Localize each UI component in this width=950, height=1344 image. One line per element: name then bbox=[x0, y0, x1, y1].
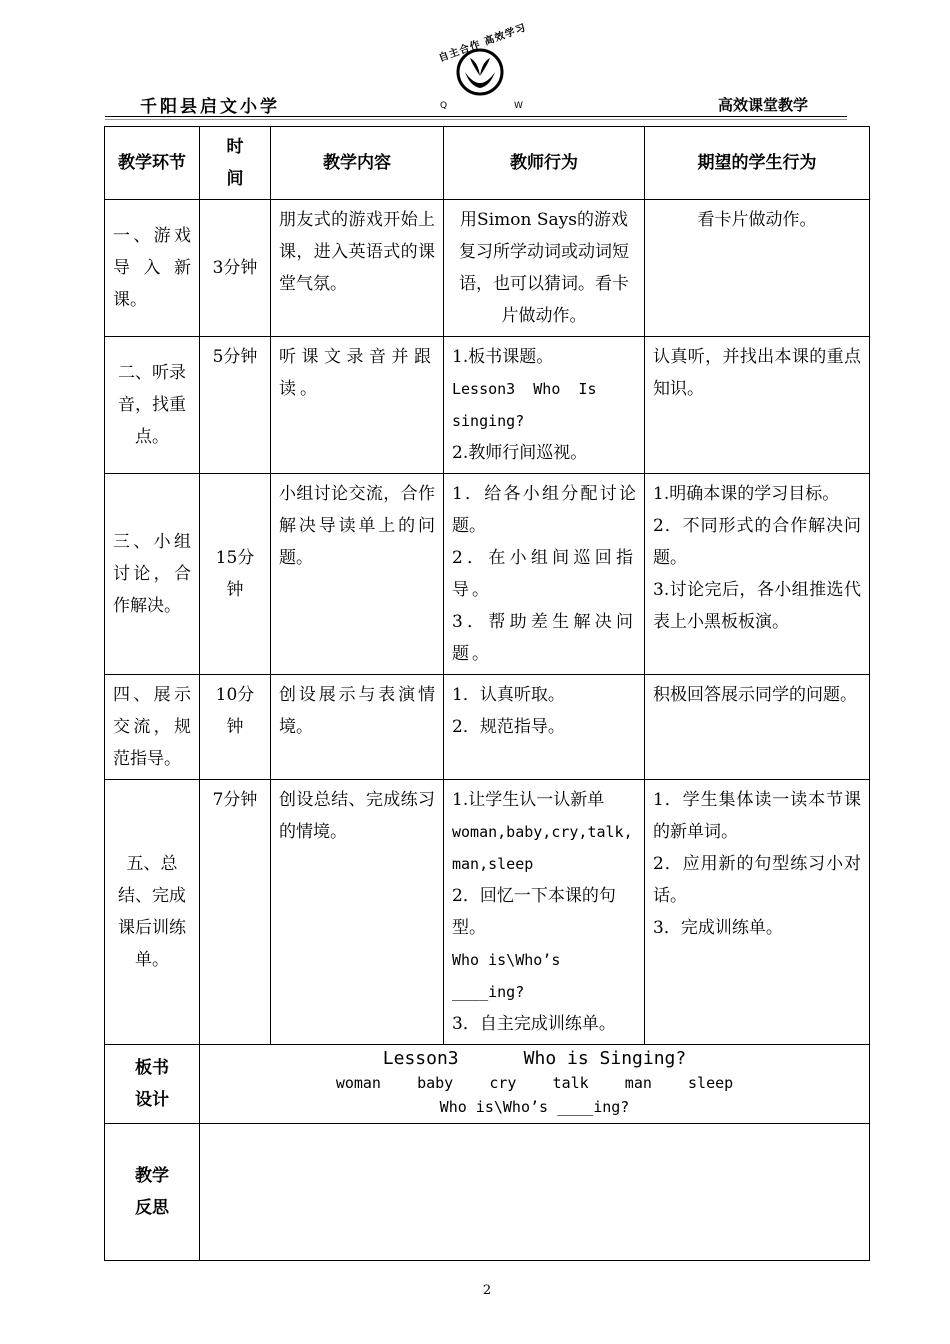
table-row bbox=[105, 337, 870, 474]
teacher-line: woman,baby,cry,talk,man,sleep bbox=[452, 823, 633, 873]
teacher-cell bbox=[444, 780, 645, 1045]
board-line-title: Lesson3 Who is Singing? bbox=[382, 1048, 687, 1069]
student-cell: 积极回答展示同学的问题。 bbox=[645, 675, 870, 780]
teacher-line: Who is\Who’s ____ing? bbox=[452, 951, 561, 1001]
stage-cell: 四、展示交流，规范指导。 bbox=[105, 675, 200, 780]
student-line: 3.讨论完后，各小组推选代表上小黑板板演。 bbox=[653, 580, 861, 632]
stage-cell: 三、小组讨论，合作解决。 bbox=[105, 474, 200, 675]
page-header bbox=[0, 0, 950, 125]
content-cell: 创设展示与表演情境。 bbox=[271, 675, 444, 780]
content-cell: 创设总结、完成练习的情境。 bbox=[271, 780, 444, 1045]
table-header-row bbox=[105, 127, 870, 200]
school-name: 千阳县启文小学 bbox=[140, 97, 280, 117]
student-line: 1．学生集体读一读本节课的新单词。 bbox=[653, 790, 861, 842]
page-number: 2 bbox=[482, 1283, 492, 1298]
time-cell: 5分钟 bbox=[200, 337, 271, 474]
teacher-line: 3．自主完成训练单。 bbox=[452, 1014, 616, 1034]
teacher-cell bbox=[444, 675, 645, 780]
header-student: 期望的学生行为 bbox=[645, 127, 870, 200]
time-cell: 7分钟 bbox=[200, 780, 271, 1045]
student-cell: 认真听，并找出本课的重点知识。 bbox=[645, 337, 870, 474]
logo-caption: 自主合作 高效学习 bbox=[437, 22, 529, 65]
board-design-content bbox=[200, 1045, 870, 1124]
student-line: 3．完成训练单。 bbox=[653, 918, 783, 938]
reflection-content[interactable] bbox=[200, 1124, 870, 1261]
stage-cell: 五、总结、完成课后训练单。 bbox=[105, 780, 200, 1045]
time-cell: 3分钟 bbox=[200, 200, 271, 337]
teacher-line: 3．帮助差生解决问题。 bbox=[452, 612, 636, 664]
time-cell: 15分钟 bbox=[200, 474, 271, 675]
student-cell bbox=[645, 780, 870, 1045]
table-row bbox=[105, 675, 870, 780]
table-row bbox=[105, 200, 870, 337]
header-rule bbox=[105, 116, 847, 117]
header-content: 教学内容 bbox=[271, 127, 444, 200]
table-row bbox=[105, 780, 870, 1045]
lesson-plan-table bbox=[104, 126, 870, 1261]
teacher-line: 2．回忆一下本课的句型。 bbox=[452, 886, 616, 938]
content-cell: 听课文录音并跟读。 bbox=[271, 337, 444, 474]
content-cell: 小组讨论交流，合作解决导读单上的问题。 bbox=[271, 474, 444, 675]
logo-letter-left: Q bbox=[440, 101, 448, 111]
teacher-cell bbox=[444, 474, 645, 675]
reflection-row bbox=[105, 1124, 870, 1261]
slogan: 高效课堂教学 bbox=[718, 96, 809, 114]
logo-letter-right: W bbox=[514, 101, 523, 111]
teacher-line: 2．规范指导。 bbox=[452, 717, 565, 737]
stage-cell: 一、游戏导入新课。 bbox=[105, 200, 200, 337]
teacher-line: 1.板书课题。 bbox=[452, 347, 554, 367]
teacher-line: 2．在小组间巡回指导。 bbox=[452, 548, 636, 600]
header-stage: 教学环节 bbox=[105, 127, 200, 200]
student-line: 2．应用新的句型练习小对话。 bbox=[653, 854, 861, 906]
student-line: 1.明确本课的学习目标。 bbox=[653, 484, 840, 504]
reflection-label: 教学反思 bbox=[105, 1124, 200, 1261]
teacher-cell: 用Simon Says的游戏复习所学动词或动词短语，也可以猜词。看卡片做动作。 bbox=[444, 200, 645, 337]
teacher-cell bbox=[444, 337, 645, 474]
time-cell: 10分钟 bbox=[200, 675, 271, 780]
board-design-row bbox=[105, 1045, 870, 1124]
header-teacher: 教师行为 bbox=[444, 127, 645, 200]
content-cell: 朋友式的游戏开始上课，进入英语式的课堂气氛。 bbox=[271, 200, 444, 337]
header-time: 时间 bbox=[200, 127, 271, 200]
teacher-line: 2.教师行间巡视。 bbox=[452, 443, 588, 463]
stage-cell: 二、听录音，找重点。 bbox=[105, 337, 200, 474]
header-rule-2 bbox=[105, 119, 847, 120]
board-line-words: woman baby cry talk man sleep bbox=[335, 1074, 734, 1092]
teacher-line: 1．认真听取。 bbox=[452, 685, 565, 705]
teacher-line: 1．给各小组分配讨论题。 bbox=[452, 484, 636, 536]
student-line: 2．不同形式的合作解决问题。 bbox=[653, 516, 861, 568]
teacher-line: 1.让学生认一认新单 bbox=[452, 790, 605, 810]
board-design-label: 板书设计 bbox=[105, 1045, 200, 1124]
board-line-pattern: Who is\Who’s ____ing? bbox=[439, 1098, 630, 1116]
teacher-line: Lesson3 Who Is singing? bbox=[452, 380, 606, 430]
student-cell: 看卡片做动作。 bbox=[645, 200, 870, 337]
table-row bbox=[105, 474, 870, 675]
student-cell bbox=[645, 474, 870, 675]
